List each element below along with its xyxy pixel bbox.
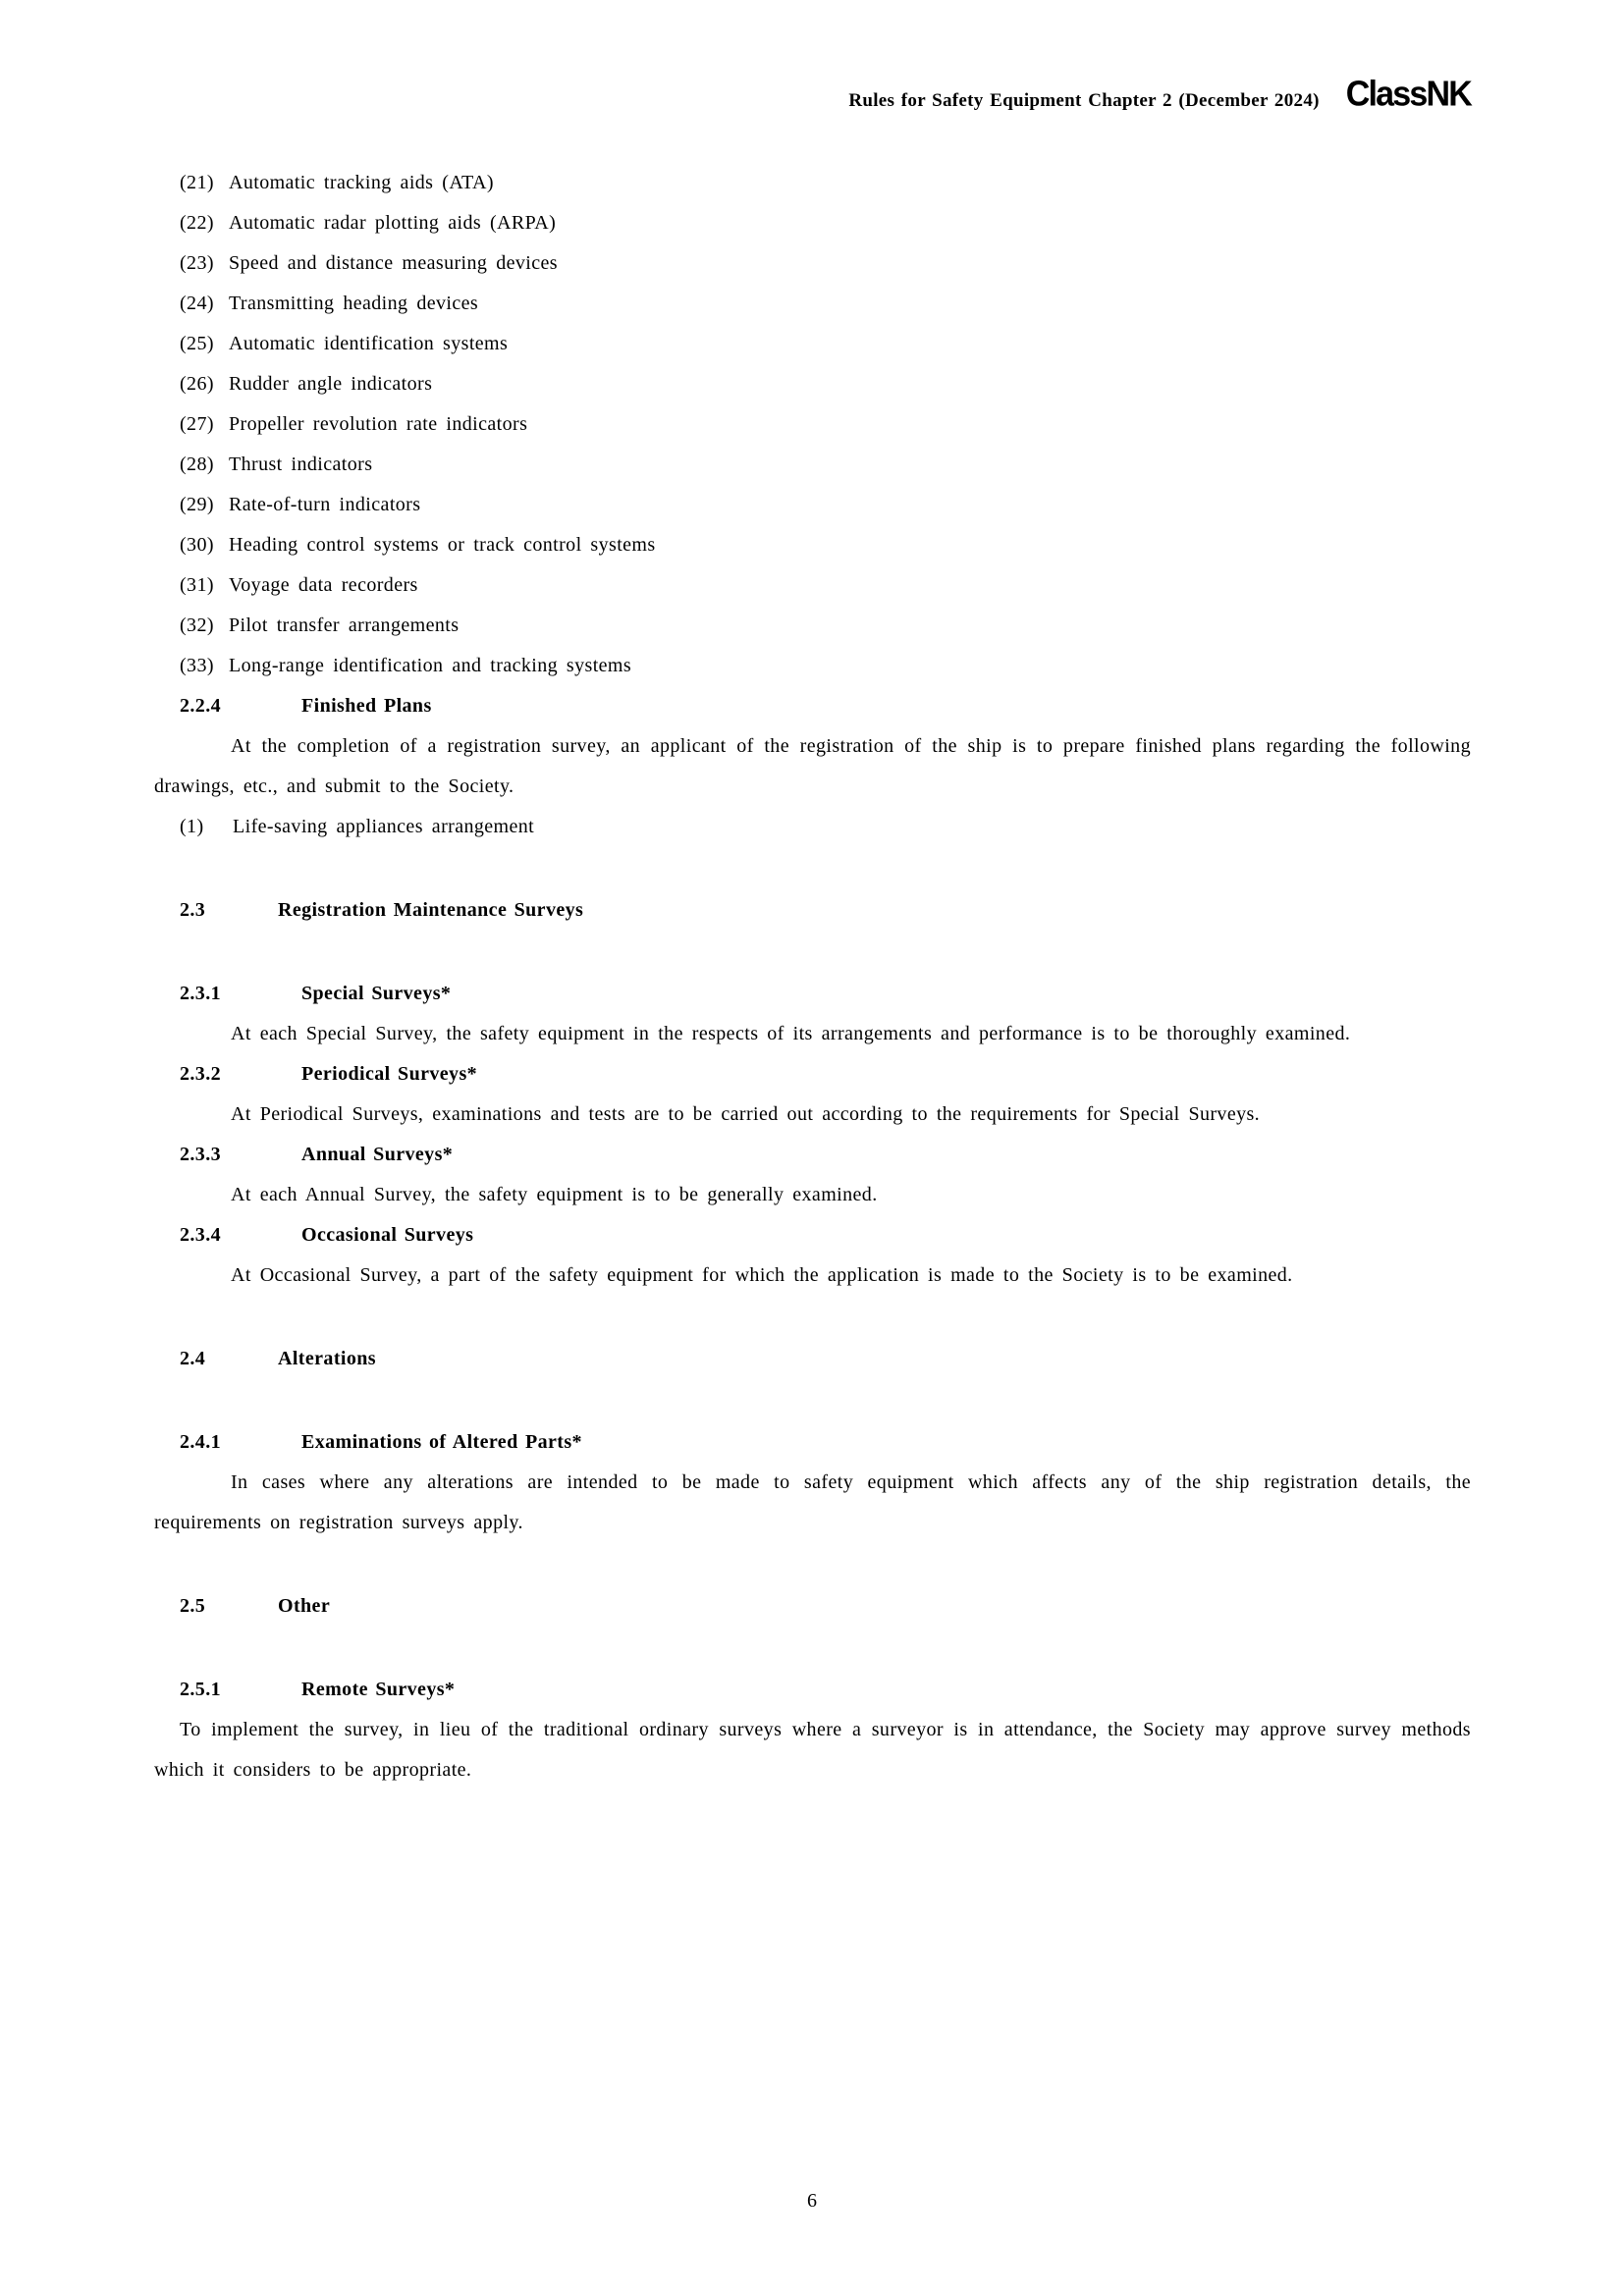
item-number: (25) bbox=[180, 333, 214, 354]
section-heading-2-3-2 bbox=[180, 1054, 1471, 1095]
list-item bbox=[180, 565, 1471, 606]
section-heading-2-4 bbox=[180, 1339, 1471, 1379]
item-number: (31) bbox=[180, 574, 214, 596]
paragraph: In cases where any alterations are intended to be made to safety equipment which affects any of the ship registration details, the requirements on registration surveys apply. bbox=[154, 1471, 1471, 1533]
item-text: Automatic radar plotting aids (ARPA) bbox=[229, 212, 557, 234]
heading-number: 2.3.4 bbox=[180, 1224, 221, 1246]
item-text: Automatic identification systems bbox=[229, 333, 509, 354]
heading-number: 2.5.1 bbox=[180, 1679, 221, 1700]
heading-number: 2.5 bbox=[180, 1595, 206, 1617]
item-number: (27) bbox=[180, 413, 214, 435]
item-number: (32) bbox=[180, 614, 214, 636]
paragraph: At Occasional Survey, a part of the safety equipment for which the application is made to the Society is to be examined. bbox=[231, 1264, 1293, 1286]
paragraph: At each Annual Survey, the safety equipment is to be generally examined. bbox=[231, 1184, 878, 1205]
classnk-logo: ClassNK bbox=[1345, 75, 1471, 114]
item-number: (29) bbox=[180, 494, 214, 515]
heading-title: Remote Surveys* bbox=[301, 1679, 456, 1700]
item-number: (22) bbox=[180, 212, 214, 234]
page-header bbox=[154, 77, 1471, 115]
list-item bbox=[180, 364, 1471, 404]
item-text: Life-saving appliances arrangement bbox=[233, 816, 535, 837]
list-item bbox=[180, 485, 1471, 525]
section-heading-2-3-3 bbox=[180, 1135, 1471, 1175]
item-text: Thrust indicators bbox=[229, 454, 373, 475]
paragraph: At Periodical Surveys, examinations and tests are to be carried out according to the requirements for Special Surveys. bbox=[231, 1103, 1261, 1125]
list-item bbox=[180, 284, 1471, 324]
section-heading-2-4-1 bbox=[180, 1422, 1471, 1463]
list-item bbox=[180, 163, 1471, 203]
heading-title: Periodical Surveys* bbox=[301, 1063, 478, 1085]
list-item bbox=[180, 445, 1471, 485]
item-text: Heading control systems or track control systems bbox=[229, 534, 656, 556]
item-number: (24) bbox=[180, 293, 214, 314]
item-number: (33) bbox=[180, 655, 214, 676]
document-title: Rules for Safety Equipment Chapter 2 (December 2024) bbox=[848, 90, 1320, 111]
section-heading-2-3 bbox=[180, 890, 1471, 931]
item-number: (21) bbox=[180, 172, 214, 193]
item-number: (23) bbox=[180, 252, 214, 274]
heading-title: Annual Surveys* bbox=[301, 1144, 454, 1165]
heading-title: Other bbox=[278, 1595, 331, 1617]
heading-number: 2.4.1 bbox=[180, 1431, 221, 1453]
heading-number: 2.2.4 bbox=[180, 695, 221, 717]
heading-title: Finished Plans bbox=[301, 695, 432, 717]
list-item bbox=[180, 525, 1471, 565]
page-number: 6 bbox=[807, 2190, 817, 2212]
heading-title: Occasional Surveys bbox=[301, 1224, 474, 1246]
heading-number: 2.3.2 bbox=[180, 1063, 221, 1085]
item-text: Long-range identification and tracking systems bbox=[229, 655, 632, 676]
heading-number: 2.3.3 bbox=[180, 1144, 221, 1165]
item-number: (30) bbox=[180, 534, 214, 556]
heading-title: Alterations bbox=[278, 1348, 376, 1369]
list-item bbox=[180, 203, 1471, 243]
item-number: (26) bbox=[180, 373, 214, 395]
section-heading-2-2-4 bbox=[180, 686, 1471, 726]
heading-title: Examinations of Altered Parts* bbox=[301, 1431, 582, 1453]
heading-number: 2.3.1 bbox=[180, 983, 221, 1004]
item-text: Voyage data recorders bbox=[229, 574, 418, 596]
item-text: Rate-of-turn indicators bbox=[229, 494, 421, 515]
heading-number: 2.4 bbox=[180, 1348, 206, 1369]
item-text: Propeller revolution rate indicators bbox=[229, 413, 528, 435]
item-text: Transmitting heading devices bbox=[229, 293, 479, 314]
item-text: Pilot transfer arrangements bbox=[229, 614, 460, 636]
section-heading-2-3-1 bbox=[180, 974, 1471, 1014]
list-item bbox=[180, 324, 1471, 364]
paragraph: At the completion of a registration survey, an applicant of the registration of the ship is to prepare finished plans regarding the following drawings, etc., and submit to the Society. bbox=[154, 735, 1471, 797]
document-content bbox=[154, 163, 1471, 1790]
item-number: (28) bbox=[180, 454, 214, 475]
section-heading-2-5-1 bbox=[180, 1670, 1471, 1710]
list-item bbox=[180, 243, 1471, 284]
heading-number: 2.3 bbox=[180, 899, 206, 921]
section-heading-2-5 bbox=[180, 1586, 1471, 1627]
item-text: Automatic tracking aids (ATA) bbox=[229, 172, 494, 193]
item-text: Rudder angle indicators bbox=[229, 373, 433, 395]
section-heading-2-3-4 bbox=[180, 1215, 1471, 1255]
paragraph: To implement the survey, in lieu of the traditional ordinary surveys where a surveyor is in attendance, the Society may approve survey methods which it considers to be appropriate. bbox=[154, 1719, 1471, 1781]
heading-title: Registration Maintenance Surveys bbox=[278, 899, 584, 921]
heading-title: Special Surveys* bbox=[301, 983, 452, 1004]
list-item bbox=[180, 404, 1471, 445]
item-number: (1) bbox=[180, 816, 204, 837]
list-item bbox=[180, 807, 1471, 847]
list-item bbox=[180, 606, 1471, 646]
paragraph: At each Special Survey, the safety equipment in the respects of its arrangements and performance is to be thoroughly examined. bbox=[231, 1023, 1351, 1044]
list-item bbox=[180, 646, 1471, 686]
item-text: Speed and distance measuring devices bbox=[229, 252, 558, 274]
page-footer bbox=[0, 2181, 1624, 2221]
